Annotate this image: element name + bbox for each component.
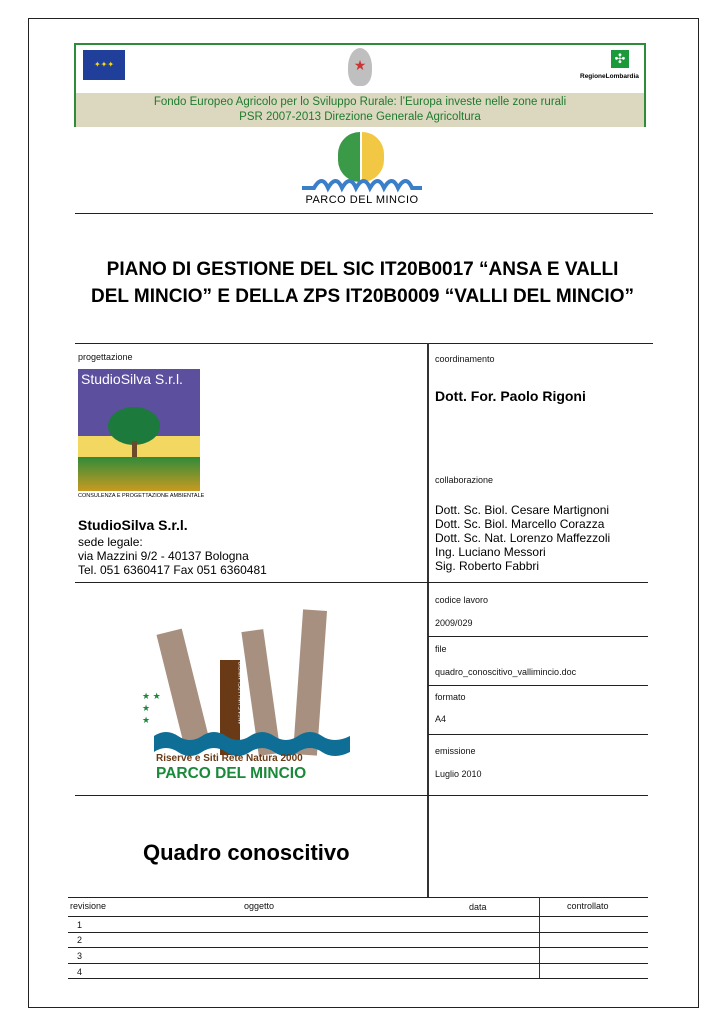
table-row: 4 (77, 967, 83, 977)
table-row: 1 (77, 920, 83, 930)
row-line (68, 963, 648, 964)
natura-line-2: PARCO DEL MINCIO (156, 765, 307, 782)
collaborator: Dott. Sc. Biol. Cesare Martignoni (435, 503, 610, 517)
formato-label: formato (435, 692, 466, 702)
row-line (68, 978, 648, 979)
column-divider (427, 343, 429, 897)
collaborator: Ing. Luciano Messori (435, 545, 546, 559)
collaborator: Sig. Roberto Fabbri (435, 559, 540, 573)
header-oggetto: oggetto (244, 901, 275, 911)
parco-del-mincio-logo (300, 130, 424, 210)
collaborazione-label: collaborazione (435, 475, 494, 485)
italy-emblem-icon: ★ (348, 48, 372, 86)
lombardia-logo-text: RegioneLombardia (580, 73, 639, 80)
file-label: file (435, 644, 447, 654)
table-row: 3 (77, 951, 83, 961)
title-line-1: PIANO DI GESTIONE DEL SIC IT20B0017 “ANSA E VALLI (106, 259, 619, 280)
title-line-2: DEL MINCIO” E DELLA ZPS IT20B0009 “VALLI DEL MINCIO” (91, 286, 634, 307)
codice-value: 2009/029 (435, 618, 473, 628)
divider (75, 582, 648, 583)
table-top (68, 897, 648, 898)
table-row: 2 (77, 935, 83, 945)
phone: Tel. 051 6360417 Fax 051 6360481 (78, 563, 267, 577)
progettazione-label: progettazione (78, 352, 133, 362)
coordinamento-label: coordinamento (435, 354, 495, 364)
coordinator-name: Dott. For. Paolo Rigoni (435, 388, 586, 404)
logo-caption: CONSULENZA E PROGETTAZIONE AMBIENTALE (78, 493, 205, 499)
divider (75, 795, 648, 796)
row-line (68, 916, 648, 917)
collaborator: Dott. Sc. Nat. Lorenzo Maffezzoli (435, 531, 611, 545)
banner-line-1: Fondo Europeo Agricolo per lo Sviluppo Rurale: l’Europa investe nelle zone rurali (153, 96, 567, 108)
row-line (68, 947, 648, 948)
collaborators-list (435, 503, 610, 573)
emissione-label: emissione (435, 746, 476, 756)
company-address (78, 535, 267, 577)
collaborator: Dott. Sc. Biol. Marcello Corazza (435, 517, 605, 531)
sede-label: sede legale: (78, 535, 143, 549)
emissione-value: Luglio 2010 (435, 769, 482, 779)
header-controllato: controllato (567, 901, 609, 911)
divider (428, 734, 648, 735)
banner-line-2: PSR 2007-2013 Direzione Generale Agricoltura (239, 111, 481, 123)
codice-label: codice lavoro (435, 595, 489, 605)
company-name: StudioSilva S.r.l. (78, 517, 188, 533)
natura-line-1: Riserve e Siti Rete Natura 2000 (156, 753, 303, 764)
park-logo-text: PARCO DEL MINCIO (305, 194, 419, 206)
section-title: Quadro conoscitivo (143, 840, 350, 865)
natura-2000-logo: ANSA E VALLI DEL MINCIO ★ ★ ★ ★ Riserve e Siti Rete Natura 2000 PARCO DEL MINCIO (140, 590, 352, 790)
vertical-text: ANSA E VALLI DEL MINCIO (238, 661, 245, 725)
header-divider (75, 213, 653, 214)
document-title (40, 256, 685, 310)
eu-flag-icon: ✦✦✦ (83, 50, 125, 80)
formato-value: A4 (435, 714, 447, 724)
address: via Mazzini 9/2 - 40137 Bologna (78, 549, 249, 563)
table-column-divider (539, 897, 540, 979)
funding-banner (74, 43, 646, 127)
divider (428, 685, 648, 686)
header-revisione: revisione (70, 901, 107, 911)
studiosilva-logo (78, 369, 200, 491)
divider (428, 636, 648, 637)
logo-title: StudioSilva S.r.l. (81, 371, 183, 387)
row-line (68, 932, 648, 933)
file-value: quadro_conoscitivo_vallimincio.doc (435, 667, 577, 677)
divider (75, 343, 653, 344)
lombardia-logo-icon: ✣ (611, 50, 629, 68)
banner-band (76, 93, 644, 127)
header-data: data (469, 902, 487, 912)
